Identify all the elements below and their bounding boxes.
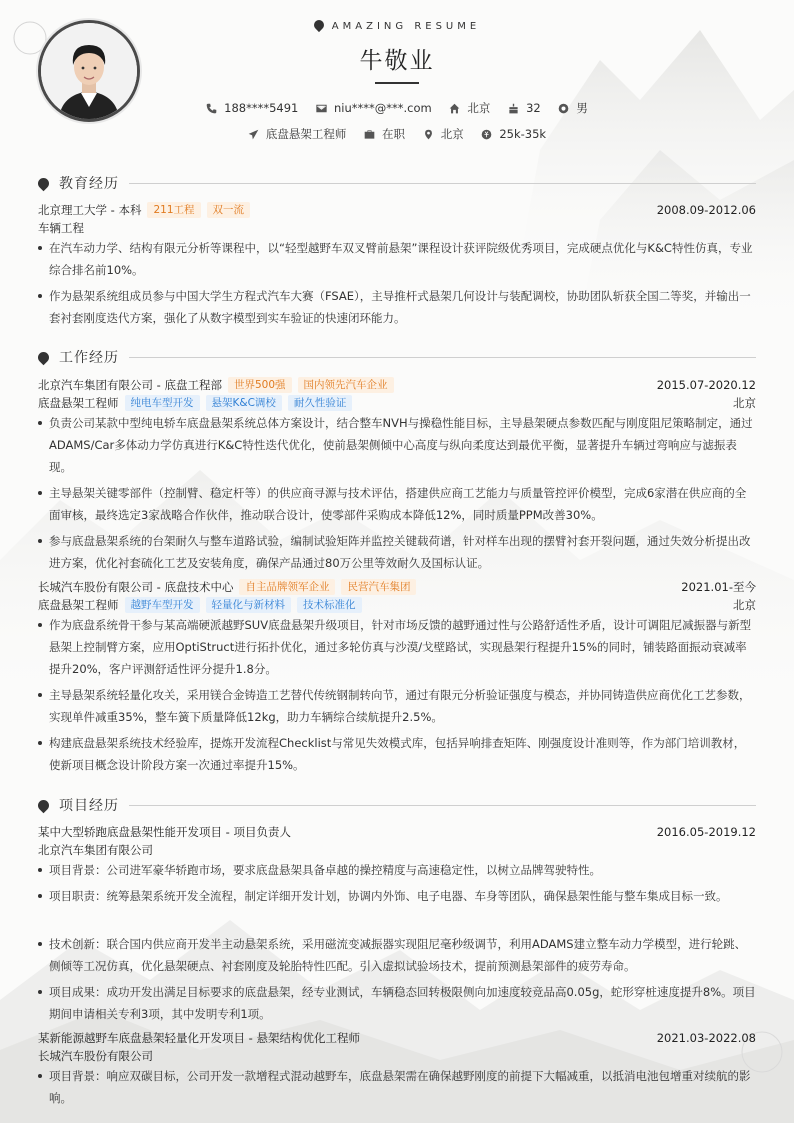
education-section-title [38, 173, 756, 193]
job-city: 北京 [733, 598, 756, 612]
section-title-text: 教育经历 [59, 176, 119, 192]
target-position-text: 底盘悬架工程师 [265, 127, 347, 141]
work-section-title [38, 347, 756, 367]
project-date: 2016.05-2019.12 [656, 825, 756, 839]
briefcase-icon [364, 129, 375, 140]
job-position-row [38, 596, 756, 614]
job-date: 2021.01-至今 [681, 580, 756, 594]
project-header [38, 823, 756, 841]
job-position: 底盘悬架工程师 [38, 396, 119, 410]
job-header [38, 578, 756, 596]
target-position [248, 126, 347, 142]
ink-drop-icon [36, 797, 52, 813]
project-date: 2021.03-2022.08 [656, 1031, 756, 1045]
company-tag: 国内领先汽车企业 [298, 377, 394, 393]
job-date: 2015.07-2020.12 [656, 378, 756, 392]
project-header [38, 1029, 756, 1047]
company-name: 长城汽车股份有限公司 - 底盘技术中心 [38, 580, 234, 594]
skill-tag: 悬架K&C调校 [206, 395, 282, 411]
job-bullet: 参与底盘悬架系统的台架耐久与整车道路试验，编制试验矩阵并监控关键载荷谱，针对样车出现的摆臂衬套开裂问题，通过失效分析提出改进方案，优化衬套硫化工艺及安装角度，确保产品通过80万公里等效耐久及国标认证。 [38, 530, 756, 574]
project-org-row [38, 841, 756, 859]
target-city [423, 126, 464, 142]
project-bullet: 项目背景：响应双碳目标，公司开发一款增程式混动越野车，底盘悬架需在确保越野刚度的前提下大幅减重，以抵消电池包增重对续航的影响。 [38, 1065, 756, 1109]
skill-tag: 纯电车型开发 [125, 395, 200, 411]
age [508, 101, 541, 115]
company-tag: 自主品牌领军企业 [239, 579, 335, 595]
resume-tagline [0, 20, 794, 32]
job-bullet: 构建底盘悬架系统技术经验库，提炼开发流程Checklist与常见失效模式库，包括异响排查矩阵、刚强度设计准则等，作为部门培训教材，使新项目概念设计阶段方案一次通过率提升15%。 [38, 732, 756, 776]
project-org: 长城汽车股份有限公司 [38, 1049, 153, 1063]
job-position-row [38, 394, 756, 412]
gender [558, 100, 588, 116]
job-status-text: 在职 [382, 127, 406, 141]
major: 车辆工程 [38, 221, 84, 235]
home-icon [449, 103, 460, 114]
job-bullet: 主导悬架系统轻量化攻关，采用镁合金铸造工艺替代传统钢制转向节，通过有限元分析验证强度与模态，并协同铸造供应商优化工艺参数，实现单件减重35%，整车簧下质量降低12kg，助力车辆综合续航提升2.5%。 [38, 684, 756, 728]
school-tag: 211工程 [147, 202, 200, 218]
project-bullet: 项目背景：公司进军豪华轿跑市场，要求底盘悬架具备卓越的操控精度与高速稳定性，以树立品牌驾驶特性。 [38, 859, 756, 881]
job-bullet: 作为底盘系统骨干参与某高端硬派越野SUV底盘悬架升级项目，针对市场反馈的越野通过性与公路舒适性矛盾，设计可调阻尼减振器与新型悬架上控制臂方案，应用OptiStruct进行拓扑优化，通过多轮仿真与沙漠/戈壁路试，实现悬架行程提升15%的同时，铺装路面振动衰减率提升20%，客户评测舒适性评分提升1.8分。 [38, 614, 756, 680]
section-title-text: 项目经历 [59, 798, 119, 814]
company-tag: 世界500强 [228, 377, 292, 393]
salary [481, 127, 546, 141]
education-header [38, 201, 756, 219]
ink-drop-icon [36, 175, 52, 191]
section-divider [129, 183, 756, 184]
project-name: 某新能源越野车底盘悬架轻量化开发项目 - 悬架结构优化工程师 [38, 1031, 360, 1045]
job-bullet: 主导悬架关键零部件（控制臂、稳定杆等）的供应商寻源与技术评估，搭建供应商工艺能力与质量管控评价模型，完成6家潜在供应商的全面审核，最终选定3家战略合作伙伴，推动联合设计，使零部件采购成本降低12%，同时质量PPM改善30%。 [38, 482, 756, 526]
job-bullet: 负责公司某款中型纯电轿车底盘悬架系统总体方案设计，结合整车NVH与操稳性能目标，主导悬架硬点参数匹配与刚度阻尼策略制定，通过ADAMS/Car多体动力学仿真进行K&C特性迭代优化，使前悬架侧倾中心高度与纵向柔度达到最优平衡，显著提升车辆过弯响应与滤振表现。 [38, 412, 756, 478]
email-text: niu****@***.com [334, 101, 432, 115]
school-tag: 双一流 [207, 202, 251, 218]
location-pin-icon [423, 129, 434, 140]
skill-tag: 耐久性验证 [288, 395, 353, 411]
section-divider [129, 357, 756, 358]
age-text: 32 [526, 101, 541, 115]
gender-text: 男 [576, 101, 588, 115]
phone [206, 101, 298, 115]
contact-row [0, 100, 794, 117]
send-icon [248, 129, 259, 140]
project-org-row [38, 1047, 756, 1065]
cake-icon [508, 103, 519, 114]
job-city: 北京 [733, 396, 756, 410]
company-tag: 民营汽车集团 [341, 579, 416, 595]
skill-tag: 轻量化与新材料 [206, 597, 292, 613]
email [316, 101, 432, 115]
education-major-row [38, 219, 756, 237]
gender-icon [558, 103, 569, 114]
project-bullet: 项目职责：统筹悬架系统开发全流程，制定详细开发计划，协调内外饰、电子电器、车身等团队，确保悬架性能与整车集成目标一致。 [38, 885, 756, 907]
company-name: 北京汽车集团有限公司 - 底盘工程部 [38, 378, 222, 392]
education-bullet: 作为悬架系统组成员参与中国大学生方程式汽车大赛（FSAE），主导推杆式悬架几何设计与装配调校，协助团队斩获全国二等奖，并输出一套衬套刚度迭代方案，强化了从数字模型到实车验证的快速闭环能力。 [38, 285, 756, 329]
skill-tag: 越野车型开发 [125, 597, 200, 613]
hometown [449, 100, 490, 116]
education-date: 2008.09-2012.06 [656, 203, 756, 217]
job-status [364, 126, 405, 142]
skill-tag: 技术标准化 [297, 597, 362, 613]
name-divider [375, 82, 419, 84]
target-city-text: 北京 [440, 127, 464, 141]
salary-text: 25k-35k [499, 127, 547, 141]
job-intent-row [0, 126, 794, 143]
project-bullet: 项目成果：成功开发出满足目标要求的底盘悬架，经专业测试，车辆稳态回转极限侧向加速度较竞品高0.05g，蛇形穿桩速度提升8%。项目期间申请相关专利3项，其中发明专利1项。 [38, 981, 756, 1025]
salary-icon [481, 129, 492, 140]
project-name: 某中大型轿跑底盘悬架性能开发项目 - 项目负责人 [38, 825, 291, 839]
project-bullet: 技术创新：联合国内供应商开发半主动悬架系统，采用磁流变减振器实现阻尼毫秒级调节，利用ADAMS建立整车动力学模型，进行轮跳、侧倾等工况仿真，优化悬架硬点、衬套刚度及轮胎特性匹配。引入虚拟试验场技术，提前预测悬架部件的疲劳寿命。 [38, 933, 756, 977]
phone-text: 188****5491 [224, 101, 299, 115]
job-header [38, 376, 756, 394]
projects-section-title [38, 795, 756, 815]
project-org: 北京汽车集团有限公司 [38, 843, 153, 857]
tagline-text: AMAZING RESUME [331, 21, 481, 32]
section-title-text: 工作经历 [59, 350, 119, 366]
school-name: 北京理工大学 - 本科 [38, 203, 142, 217]
ink-drop-icon [36, 349, 52, 365]
mail-icon [316, 103, 327, 114]
hometown-text: 北京 [467, 101, 491, 115]
phone-icon [206, 103, 217, 114]
candidate-name: 牛敬业 [359, 48, 435, 74]
education-bullet: 在汽车动力学、结构有限元分析等课程中，以“轻型越野车双叉臂前悬架”课程设计获评院级优秀项目，完成硬点优化与K&C特性仿真，专业综合排名前10%。 [38, 237, 756, 281]
section-divider [129, 805, 756, 806]
job-position: 底盘悬架工程师 [38, 598, 119, 612]
ink-drop-icon [312, 18, 326, 32]
